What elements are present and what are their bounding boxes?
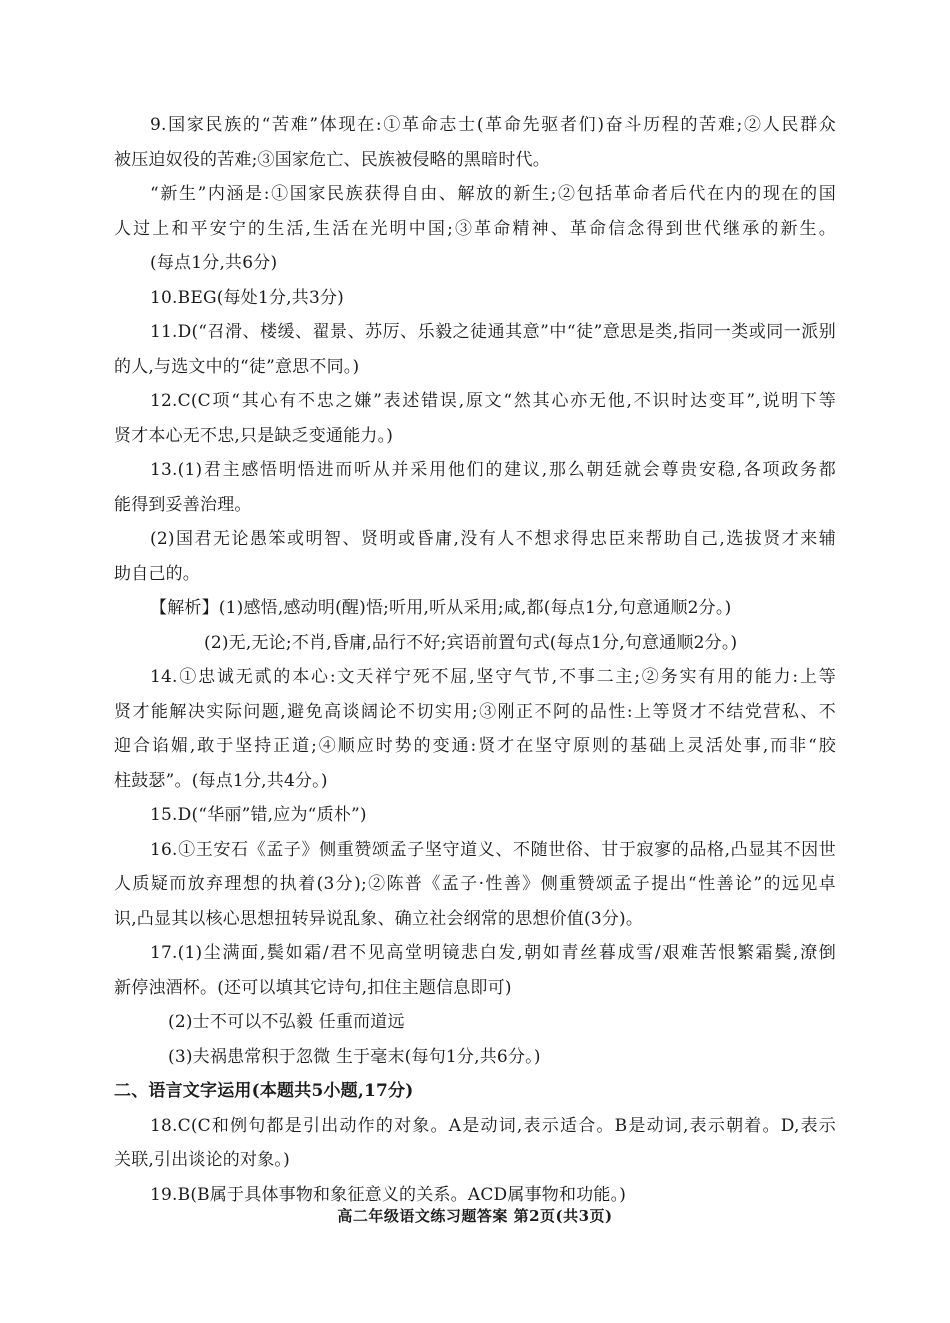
text-line: 迎合谄媚,敢于坚持正道;④顺应时势的变通:贤才在坚守原则的基础上灵活处事,而非“胶	[114, 736, 836, 756]
text-line: 贤才本心无不忠,只是缺乏变通能力。)	[114, 425, 394, 446]
text-line: 12.C(C项“其心有不忠之嫌”表述错误,原文“然其心亦无他,不识时达变耳”,说明下等	[150, 391, 836, 411]
text-line: 贤才能解决实际问题,避免高谈阔论不切实用;③刚正不阿的品性:上等贤才不结党营私、不	[114, 701, 836, 722]
text-line: 13.(1)君主感悟明悟进而听从并采用他们的建议,那么朝廷就会尊贵安稳,各项政务都	[150, 460, 836, 480]
text-line: (2)士不可以不弘毅 任重而道远	[168, 1012, 405, 1032]
text-line: (2)国君无论愚笨或明智、贤明或昏庸,没有人不想求得忠臣来帮助自己,选拔贤才来辅	[150, 529, 836, 549]
text-line: 关联,引出谈论的对象。)	[114, 1150, 290, 1170]
text-line: 14.①忠诚无贰的本心:文天祥宁死不屈,坚守气节,不事二主;②务实有用的能力:上等	[150, 667, 836, 687]
text-line: 11.D(“召滑、楼缓、翟景、苏厉、乐毅之徒通其意”中“徒”意思是类,指同一类或同一派别	[150, 322, 836, 342]
answer-key-body	[114, 108, 836, 1212]
text-line: “新生”内涵是:①国家民族获得自由、解放的新生;②包括革命者后代在内的现在的国	[150, 184, 836, 204]
text-line: 16.①王安石《孟子》侧重赞颂孟子坚守道义、不随世俗、甘于寂寥的品格,凸显其不因世	[150, 839, 836, 860]
analysis-line: 【解析】(1)感悟,感动明(醒)悟;听用,听从采用;咸,都(每点1分,句意通顺2分。)	[150, 598, 732, 618]
text-line: 19.B(B属于具体事物和象征意义的关系。ACD属事物和功能。)	[150, 1184, 627, 1205]
text-line: 人质疑而放弃理想的执着(3分);②陈普《孟子·性善》侧重赞颂孟子提出“性善论”的远见卓	[114, 874, 836, 894]
text-line: 15.D(“华丽”错,应为“质朴”)	[150, 805, 367, 825]
page-footer: 高二年级语文练习题答案 第2页(共3页)	[337, 1207, 613, 1225]
text-line: 柱鼓瑟”。(每点1分,共4分。)	[114, 770, 328, 791]
text-line: 被压迫奴役的苦难;③国家危亡、民族被侵略的黑暗时代。	[114, 149, 550, 170]
text-line: 的人,与选文中的“徒”意思不同。)	[114, 356, 360, 377]
text-line: (3)夫祸患常积于忽微 生于毫末(每句1分,共6分。)	[168, 1046, 541, 1067]
analysis-line: (2)无,无论;不肖,昏庸,品行不好;宾语前置句式(每点1分,句意通顺2分。)	[204, 632, 738, 653]
text-line: 18.C(C和例句都是引出动作的对象。A是动词,表示适合。B是动词,表示朝着。D,表示	[150, 1115, 836, 1136]
text-line: 能得到妥善治理。	[114, 494, 252, 515]
text-line: 新停浊酒杯。(还可以填其它诗句,扣住主题信息即可)	[114, 977, 512, 998]
section-heading: 二、语言文字运用(本题共5小题,17分)	[114, 1081, 414, 1101]
text-line: (每点1分,共6分)	[150, 253, 278, 273]
text-line: 人过上和平安宁的生活,生活在光明中国;③革命精神、革命信念得到世代继承的新生。	[114, 218, 836, 239]
text-line: 17.(1)尘满面,鬓如霜/君不见高堂明镜悲白发,朝如青丝暮成雪/艰难苦恨繁霜鬓,潦倒	[150, 943, 836, 963]
text-line: 10.BEG(每处1分,共3分)	[150, 287, 345, 308]
text-line: 9.国家民族的“苦难”体现在:①革命志士(革命先驱者们)奋斗历程的苦难;②人民群众	[150, 115, 836, 135]
text-line: 识,凸显其以核心思想扭转异说乱象、确立社会纲常的思想价值(3分)。	[114, 908, 644, 929]
text-line: 助自己的。	[114, 563, 200, 584]
